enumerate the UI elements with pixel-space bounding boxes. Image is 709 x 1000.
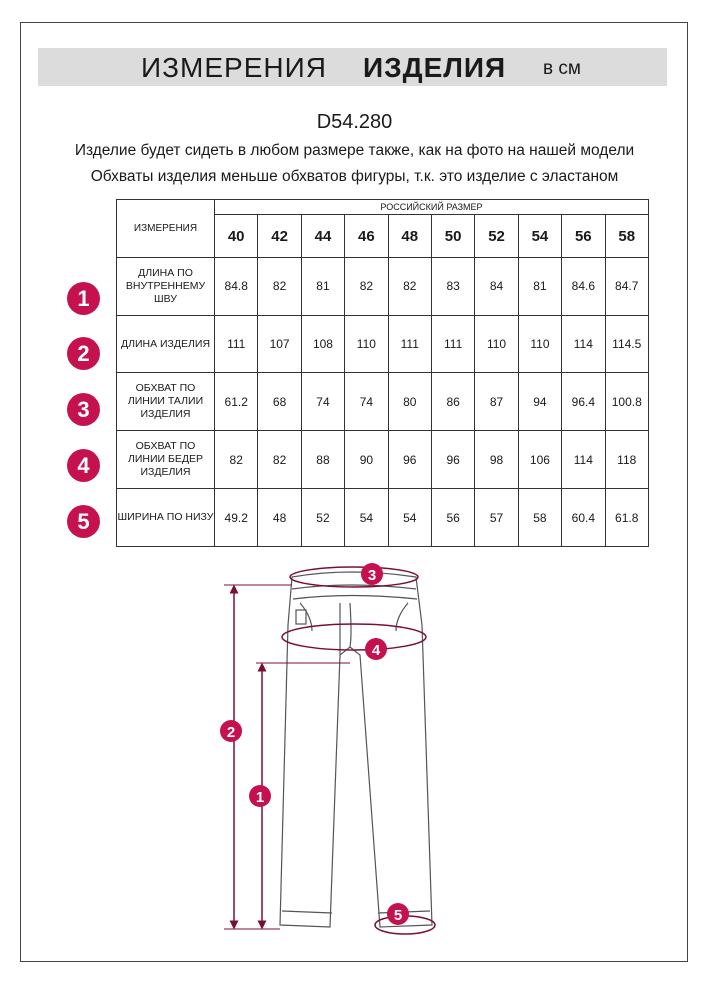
table-cell: 96 (431, 431, 474, 489)
pants-diagram (200, 555, 460, 945)
table-cell: 81 (301, 257, 344, 315)
diagram-marker-1 (249, 785, 271, 807)
table-cell: 49.2 (215, 489, 258, 547)
marker-label: 4 (371, 642, 381, 659)
table-cell: 90 (345, 431, 388, 489)
measure-lines (224, 567, 435, 934)
table-cell: 111 (388, 315, 431, 373)
table-cell: 87 (475, 373, 518, 431)
marker-label: 3 (367, 567, 377, 584)
title-word-measurements: ИЗМЕРЕНИЯ (141, 52, 327, 83)
table-row (117, 489, 649, 547)
row-number-badge: 4 (67, 449, 100, 482)
table-cell: 54 (388, 489, 431, 547)
table-cell: 80 (388, 373, 431, 431)
table-cell: 108 (301, 315, 344, 373)
row-label: ШИРИНА ПО НИЗУ (117, 489, 215, 547)
table-cell: 111 (215, 315, 258, 373)
table-cell: 83 (431, 257, 474, 315)
table-cell: 111 (431, 315, 474, 373)
units-label: в см (543, 58, 581, 79)
table-cell: 58 (518, 489, 561, 547)
row-number-badge: 1 (67, 282, 100, 315)
size-header: 52 (475, 215, 518, 258)
table-cell: 110 (475, 315, 518, 373)
size-table (116, 199, 649, 547)
table-cell: 74 (345, 373, 388, 431)
table-cell: 118 (605, 431, 648, 489)
size-header: 58 (605, 215, 648, 258)
size-header: 54 (518, 215, 561, 258)
fit-note: Изделие будет сидеть в любом размере также, как на фото на нашей модели (74, 142, 635, 159)
table-row (117, 257, 649, 315)
elastane-note: Обхваты изделия меньше обхватов фигуры, т.к. это изделие с эластаном (90, 168, 619, 185)
table-cell: 82 (345, 257, 388, 315)
table-cell: 57 (475, 489, 518, 547)
table-cell: 114 (562, 315, 605, 373)
table-cell: 68 (258, 373, 301, 431)
diagram-marker-5 (387, 903, 409, 925)
size-group-header: РОССИЙСКИЙ РАЗМЕР (215, 200, 649, 215)
table-cell: 114 (562, 431, 605, 489)
table-cell: 61.2 (215, 373, 258, 431)
table-cell: 82 (215, 431, 258, 489)
table-cell: 100.8 (605, 373, 648, 431)
row-label: ОБХВАТ ПО ЛИНИИ ТАЛИИ ИЗДЕЛИЯ (117, 373, 215, 431)
table-cell: 96.4 (562, 373, 605, 431)
size-header: 44 (301, 215, 344, 258)
table-cell: 82 (258, 431, 301, 489)
size-header: 42 (258, 215, 301, 258)
marker-label: 2 (226, 724, 236, 741)
table-cell: 96 (388, 431, 431, 489)
table-cell: 84 (475, 257, 518, 315)
row-number-badge: 2 (67, 337, 100, 370)
table-cell: 94 (518, 373, 561, 431)
table-cell: 106 (518, 431, 561, 489)
product-code: D54.280 (316, 111, 393, 133)
diagram-marker-2 (220, 720, 242, 742)
pants-outline (280, 572, 432, 927)
size-header: 50 (431, 215, 474, 258)
table-cell: 74 (301, 373, 344, 431)
table-row (117, 373, 649, 431)
table-cell: 86 (431, 373, 474, 431)
table-cell: 110 (518, 315, 561, 373)
table-cell: 98 (475, 431, 518, 489)
table-cell: 81 (518, 257, 561, 315)
table-cell: 110 (345, 315, 388, 373)
table-cell: 82 (258, 257, 301, 315)
table-cell: 48 (258, 489, 301, 547)
marker-label: 5 (393, 907, 403, 924)
table-cell: 88 (301, 431, 344, 489)
title-banner (38, 48, 667, 86)
table-cell: 84.7 (605, 257, 648, 315)
table-cell: 60.4 (562, 489, 605, 547)
table-cell: 52 (301, 489, 344, 547)
marker-label: 1 (255, 789, 265, 806)
size-header: 48 (388, 215, 431, 258)
row-label: ОБХВАТ ПО ЛИНИИ БЕДЕР ИЗДЕЛИЯ (117, 431, 215, 489)
table-cell: 54 (345, 489, 388, 547)
table-cell: 56 (431, 489, 474, 547)
table-cell: 107 (258, 315, 301, 373)
table-cell: 84.8 (215, 257, 258, 315)
table-row (117, 315, 649, 373)
size-header: 46 (345, 215, 388, 258)
row-label: ДЛИНА ПО ВНУТРЕННЕМУ ШВУ (117, 257, 215, 315)
table-cell: 84.6 (562, 257, 605, 315)
table-cell: 61.8 (605, 489, 648, 547)
diagram-marker-4 (365, 638, 387, 660)
table-row (117, 431, 649, 489)
title-word-product: ИЗДЕЛИЯ (363, 52, 507, 83)
table-cell: 82 (388, 257, 431, 315)
size-header: 40 (215, 215, 258, 258)
row-number-badge: 3 (67, 393, 100, 426)
table-cell: 114.5 (605, 315, 648, 373)
diagram-marker-3 (361, 563, 383, 585)
row-number-badge: 5 (67, 505, 100, 538)
row-label: ДЛИНА ИЗДЕЛИЯ (117, 315, 215, 373)
size-header: 56 (562, 215, 605, 258)
measurements-header: ИЗМЕРЕНИЯ (117, 200, 215, 258)
